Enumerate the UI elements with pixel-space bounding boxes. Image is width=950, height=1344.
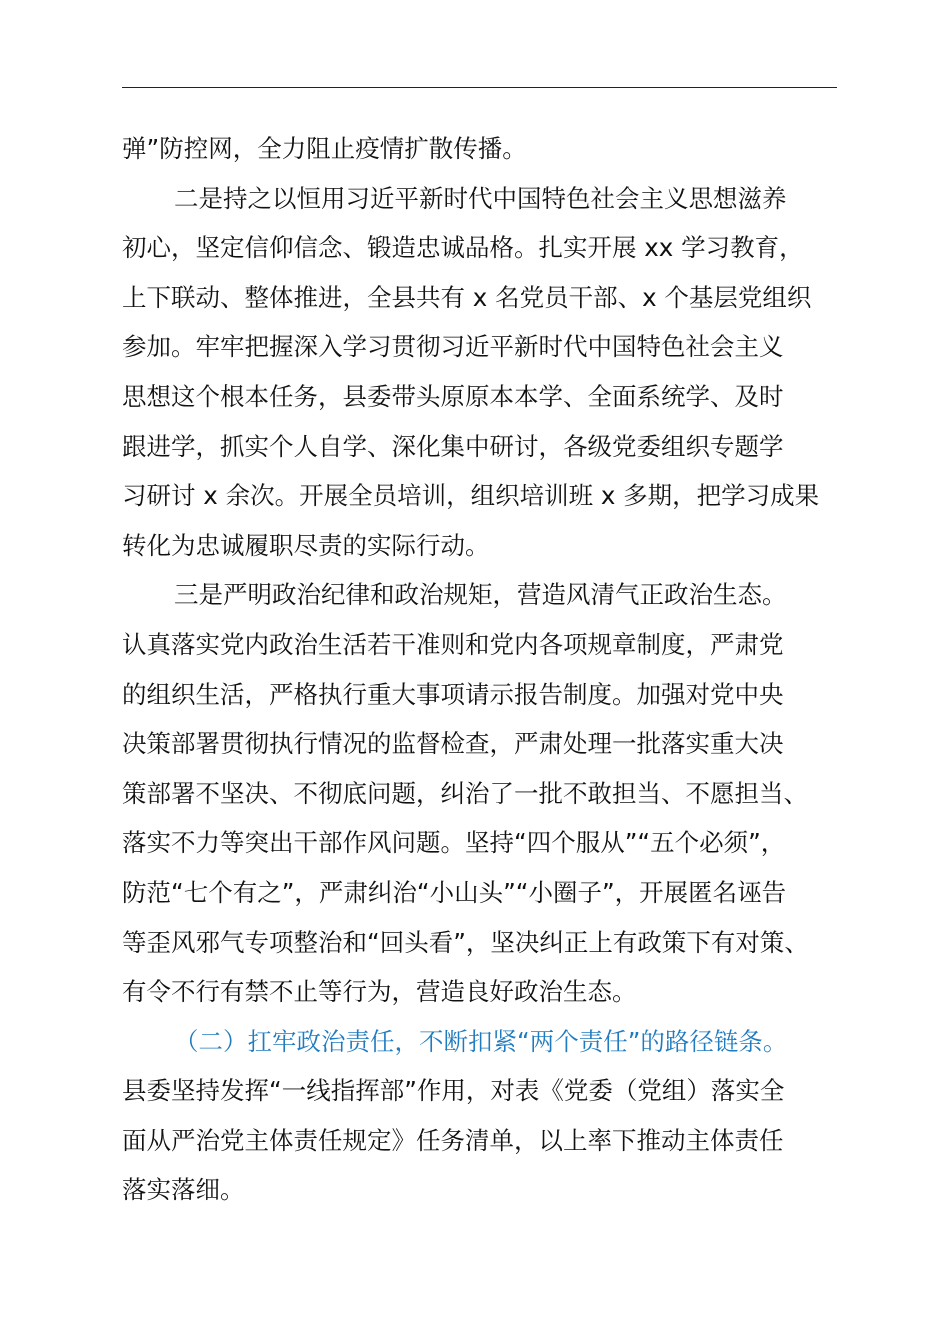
- paragraph-start-line: 三是严明政治纪律和政治规矩，营造风清气正政治生态。: [174, 580, 787, 610]
- text-line: 落实落细。: [122, 1175, 245, 1205]
- document-body: [122, 124, 852, 1215]
- text-line: 跟进学，抓实个人自学、深化集中研讨，各级党委组织专题学: [122, 431, 784, 461]
- text-line: 县委坚持发挥“一线指挥部”作用，对表《党委（党组）落实全: [122, 1076, 785, 1106]
- text-line: 防范“七个有之”，严肃纠治“小山头”“小圈子”，开展匿名诬告: [122, 877, 787, 907]
- text-line: 的组织生活，严格执行重大事项请示报告制度。加强对党中央: [122, 679, 784, 709]
- text-line: 有令不行有禁不止等行为，营造良好政治生态。: [122, 977, 637, 1007]
- header-rule: [122, 87, 837, 88]
- text-line: 等歪风邪气专项整治和“回头看”，坚决纠正上有政策下有对策、: [122, 927, 809, 957]
- paragraph-start-line: 二是持之以恒用习近平新时代中国特色社会主义思想滋养: [174, 183, 787, 213]
- text-line: 参加。牢牢把握深入学习贯彻习近平新时代中国特色社会主义: [122, 332, 784, 362]
- text-line: 面从严治党主体责任规定》任务清单，以上率下推动主体责任: [122, 1125, 784, 1155]
- text-line: 习研讨 x 余次。开展全员培训，组织培训班 x 多期，把学习成果: [122, 481, 820, 511]
- text-line: 上下联动、整体推进，全县共有 x 名党员干部、x 个基层党组织: [122, 282, 812, 312]
- text-line: 转化为忠诚履职尽责的实际行动。: [122, 530, 490, 560]
- text-line: 策部署不坚决、不彻底问题，纠治了一批不敢担当、不愿担当、: [122, 778, 808, 808]
- section-heading: （二）扛牢政治责任，不断扣紧“两个责任”的路径链条。: [174, 1026, 788, 1056]
- text-line: 落实不力等突出干部作风问题。坚持“四个服从”“五个必须”，: [122, 828, 786, 858]
- text-line: 弹”防控网，全力阻止疫情扩散传播。: [122, 134, 527, 163]
- text-line: 认真落实党内政治生活若干准则和党内各项规章制度，严肃党: [122, 629, 784, 659]
- text-line: 决策部署贯彻执行情况的监督检查，严肃处理一批落实重大决: [122, 729, 784, 759]
- text-line: 初心，坚定信仰信念、锻造忠诚品格。扎实开展 xx 学习教育，: [122, 233, 804, 263]
- text-line: 思想这个根本任务，县委带头原原本本学、全面系统学、及时: [122, 381, 784, 411]
